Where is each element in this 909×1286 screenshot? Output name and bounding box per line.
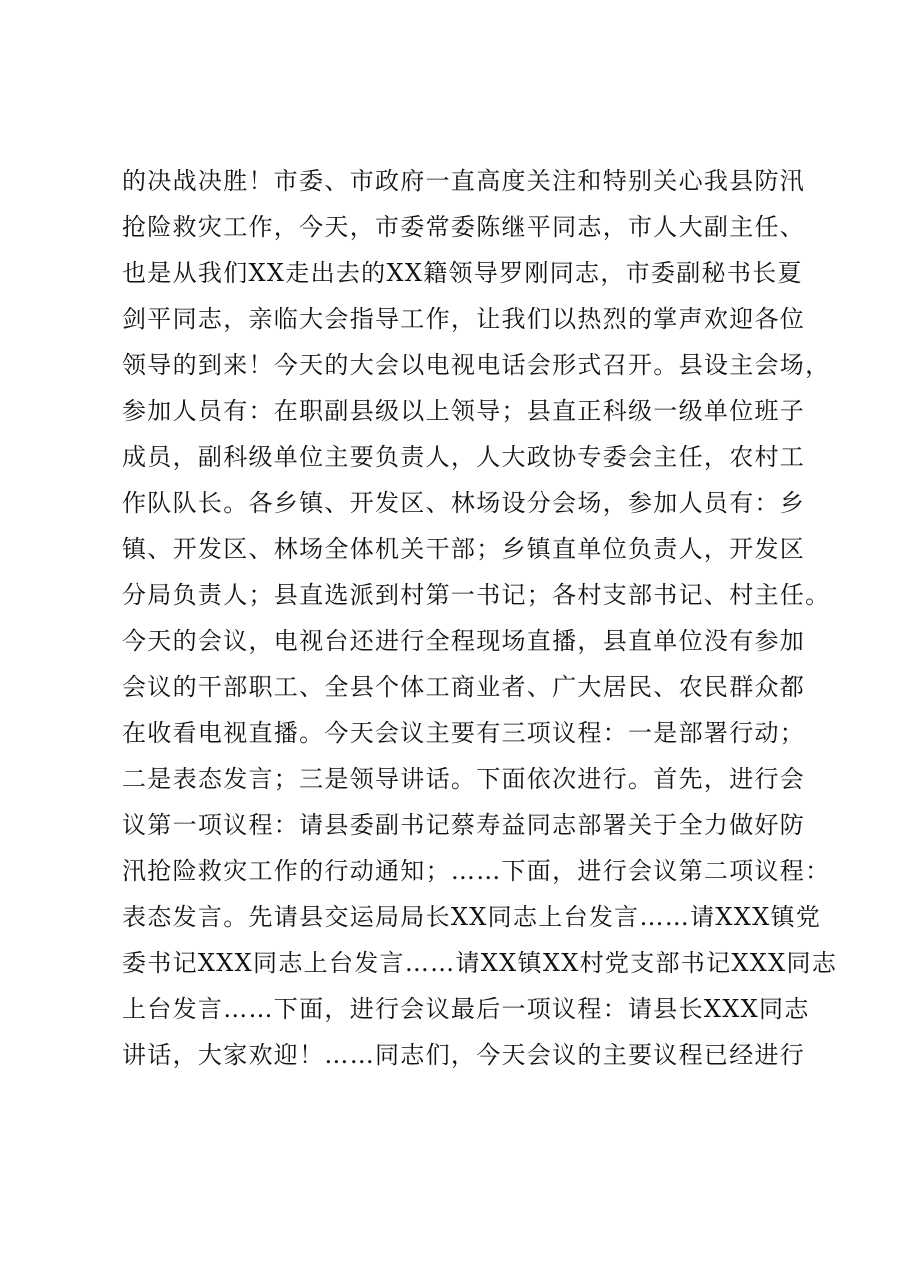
- text-line: 剑平同志，亲临大会指导工作，让我们以热烈的掌声欢迎各位: [122, 305, 806, 333]
- text-line: 议第一项议程：请县委副书记蔡寿益同志部署关于全力做好防: [122, 811, 806, 839]
- text-line: 今天的会议，电视台还进行全程现场直播，县直单位没有参加: [122, 627, 806, 655]
- text-line: 作队队长。各乡镇、开发区、林场设分会场，参加人员有：乡: [122, 489, 806, 517]
- text-line: 也是从我们XX走出去的XX籍领导罗刚同志，市委副秘书长夏: [122, 259, 803, 287]
- text-line: 抢险救灾工作，今天，市委常委陈继平同志，市人大副主任、: [122, 213, 806, 241]
- body-paragraph: [122, 158, 838, 1078]
- text-line: 的决战决胜！市委、市政府一直高度关注和特别关心我县防汛: [122, 167, 806, 195]
- text-line: 领导的到来！今天的大会以电视电话会形式召开。县设主会场，: [122, 351, 831, 379]
- text-line: 表态发言。先请县交运局局长XX同志上台发言……请XXX镇党: [122, 903, 822, 931]
- text-line: 分局负责人；县直选派到村第一书记；各村支部书记、村主任。: [122, 581, 831, 609]
- text-line: 成员，副科级单位主要负责人，人大政协专委会主任，农村工: [122, 443, 806, 471]
- text-line: 会议的干部职工、全县个体工商业者、广大居民、农民群众都: [122, 673, 806, 701]
- text-line: 讲话，大家欢迎！……同志们，今天会议的主要议程已经进行: [122, 1041, 806, 1069]
- text-line: 参加人员有：在职副县级以上领导；县直正科级一级单位班子: [122, 397, 806, 425]
- text-line: 在收看电视直播。今天会议主要有三项议程：一是部署行动；: [122, 719, 806, 747]
- text-line: 上台发言……下面，进行会议最后一项议程：请县长XXX同志: [122, 995, 810, 1023]
- text-line: 镇、开发区、林场全体机关干部；乡镇直单位负责人，开发区: [122, 535, 806, 563]
- text-line: 二是表态发言；三是领导讲话。下面依次进行。首先，进行会: [122, 765, 806, 793]
- text-line: 汛抢险救灾工作的行动通知；……下面，进行会议第二项议程：: [122, 857, 831, 885]
- text-line: 委书记XXX同志上台发言……请XX镇XX村党支部书记XXX同志: [122, 949, 838, 977]
